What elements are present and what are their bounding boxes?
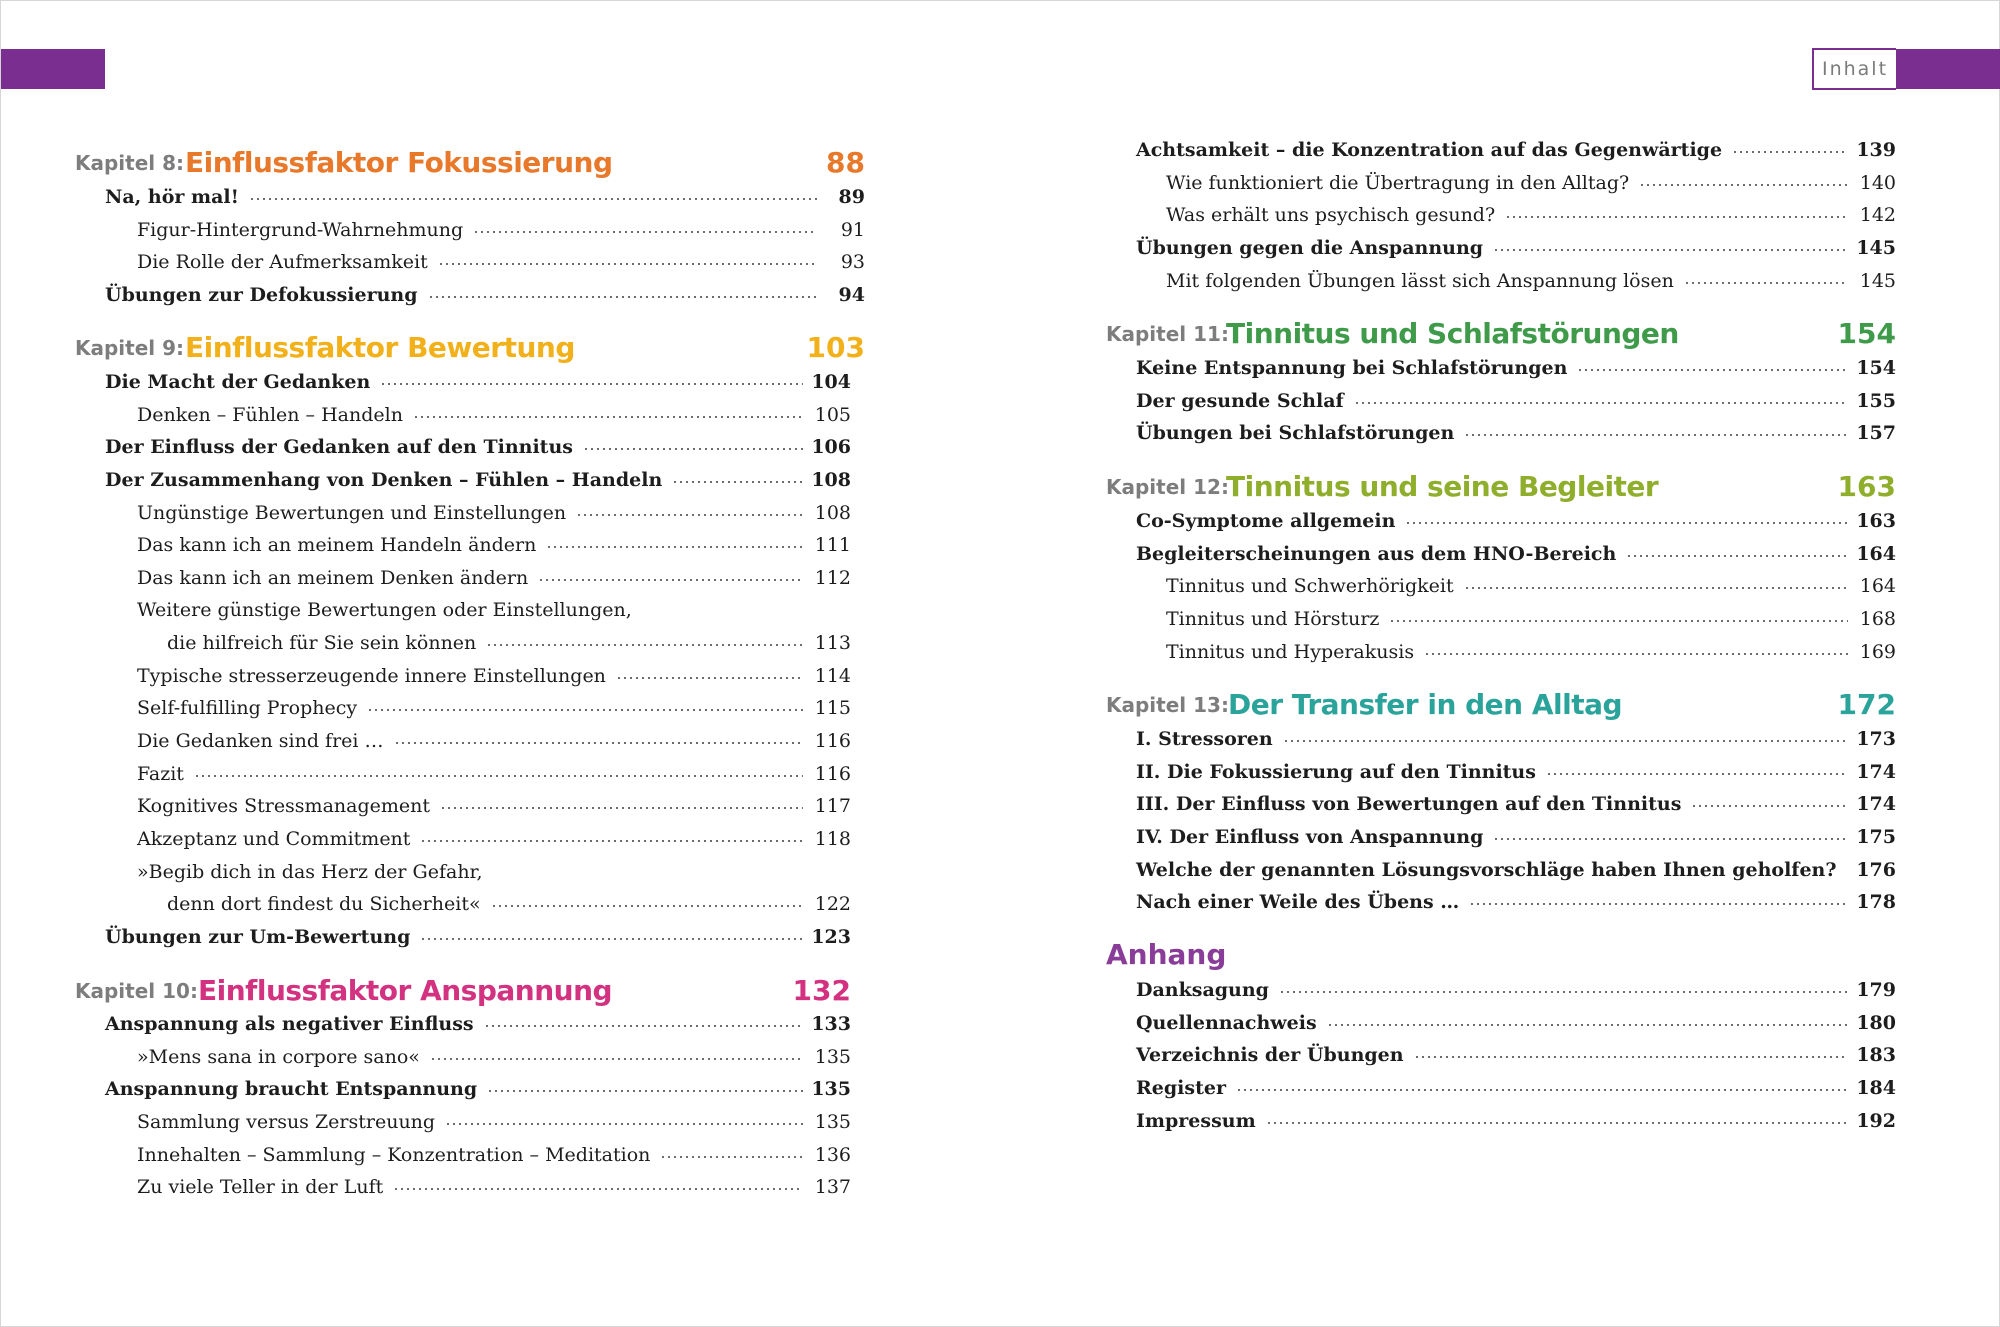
toc-entry[interactable]: Denken – Fühlen – Handeln 105 [137,404,851,426]
toc-entry[interactable]: Tinnitus und Schwerhörigkeit 164 [1166,575,1896,597]
toc-entry[interactable]: Weitere günstige Bewertungen oder Einstellungen, [137,599,632,621]
toc-entry[interactable]: Co-Symptome allgemein 163 [1136,510,1896,532]
chapter-label: Kapitel 8: [75,151,185,175]
chapter-title: Einflussfaktor Fokussierung [185,146,613,179]
toc-entry[interactable]: Achtsamkeit – die Konzentration auf das Gegenwärtige 139 [1136,139,1896,161]
chapter-heading-9[interactable] [75,320,865,366]
toc-entry[interactable]: Übungen zur Defokussierung 94 [105,284,865,306]
toc-entry[interactable]: Übungen bei Schlafstörungen 157 [1136,422,1896,444]
toc-entry[interactable]: denn dort findest du Sicherheit« 122 [167,893,851,915]
chapter-heading-13[interactable] [1106,677,1896,723]
toc-entry[interactable]: Nach einer Weile des Übens … 178 [1136,891,1896,913]
toc-entry[interactable]: II. Die Fokussierung auf den Tinnitus 174 [1136,761,1896,783]
right-page-color-bar [1896,49,2000,89]
toc-entry[interactable]: Impressum 192 [1136,1110,1896,1132]
chapter-title: Einflussfaktor Bewertung [185,331,575,364]
toc-entry[interactable]: die hilfreich für Sie sein können 113 [167,632,851,654]
toc-entry[interactable]: Typische stresserzeugende innere Einstellungen 114 [137,665,851,687]
chapter-title: Tinnitus und Schlafstörungen [1226,317,1679,350]
toc-entry[interactable]: Begleiterscheinungen aus dem HNO-Bereich 164 [1136,543,1896,565]
toc-entry[interactable]: Kognitives Stressmanagement 117 [137,795,851,817]
toc-entry[interactable]: Anspannung als negativer Einfluss 133 [105,1013,851,1035]
toc-entry[interactable]: Register 184 [1136,1077,1896,1099]
appendix-heading[interactable] [1106,927,1896,973]
toc-entry[interactable]: Welche der genannten Lösungsvorschläge haben Ihnen geholfen? 176 [1136,859,1896,881]
toc-entry[interactable]: Mit folgenden Übungen lässt sich Anspannung lösen 145 [1166,270,1896,292]
toc-entry[interactable]: »Mens sana in corpore sano« 135 [137,1046,851,1068]
chapter-page: 103 [806,331,865,364]
toc-entry[interactable]: Verzeichnis der Übungen 183 [1136,1044,1896,1066]
toc-entry[interactable]: Fazit 116 [137,763,851,785]
toc-entry[interactable]: Übungen gegen die Anspannung 145 [1136,237,1896,259]
toc-entry[interactable]: Tinnitus und Hyperakusis 169 [1166,641,1896,663]
chapter-label: Kapitel 9: [75,336,185,360]
chapter-title: Der Transfer in den Alltag [1228,688,1623,721]
toc-entry[interactable]: Das kann ich an meinem Denken ändern 112 [137,567,851,589]
chapter-page: 154 [1837,317,1896,350]
toc-entry[interactable]: Quellennachweis 180 [1136,1012,1896,1034]
toc-entry[interactable]: Na, hör mal! 89 [105,186,865,208]
toc-entry[interactable]: Was erhält uns psychisch gesund? 142 [1166,204,1896,226]
chapter-title: Einflussfaktor Anspannung [198,974,613,1007]
chapter-heading-12[interactable] [1106,459,1896,505]
chapter-page: 132 [792,974,851,1007]
left-page-color-bar [1,49,105,89]
toc-entry[interactable]: Die Rolle der Aufmerksamkeit 93 [137,251,865,273]
appendix-title: Anhang [1106,938,1227,971]
toc-entry[interactable]: Der gesunde Schlaf 155 [1136,390,1896,412]
chapter-label: Kapitel 12: [1106,475,1229,499]
toc-entry[interactable]: Übungen zur Um-Bewertung 123 [105,926,851,948]
chapter-heading-8[interactable] [75,135,865,181]
toc-entry[interactable]: Die Macht der Gedanken 104 [105,371,851,393]
toc-entry[interactable]: Figur-Hintergrund-Wahrnehmung 91 [137,219,865,241]
toc-entry[interactable]: Self-fulfilling Prophecy 115 [137,697,851,719]
toc-entry[interactable]: Zu viele Teller in der Luft 137 [137,1176,851,1198]
toc-entry[interactable]: Keine Entspannung bei Schlafstörungen 154 [1136,357,1896,379]
toc-entry[interactable]: Danksagung 179 [1136,979,1896,1001]
toc-entry[interactable]: I. Stressoren 173 [1136,728,1896,750]
chapter-page: 163 [1837,470,1896,503]
toc-entry[interactable]: IV. Der Einfluss von Anspannung 175 [1136,826,1896,848]
chapter-page: 172 [1837,688,1896,721]
chapter-title: Tinnitus und seine Begleiter [1226,470,1659,503]
chapter-label: Kapitel 11: [1106,322,1229,346]
toc-entry[interactable]: Innehalten – Sammlung – Konzentration – Meditation 136 [137,1144,851,1166]
toc-entry[interactable]: Sammlung versus Zerstreuung 135 [137,1111,851,1133]
toc-entry[interactable]: III. Der Einfluss von Bewertungen auf den Tinnitus 174 [1136,793,1896,815]
chapter-heading-11[interactable] [1106,306,1896,352]
toc-entry[interactable]: Akzeptanz und Commitment 118 [137,828,851,850]
toc-entry[interactable]: Tinnitus und Hörsturz 168 [1166,608,1896,630]
toc-entry[interactable]: »Begib dich in das Herz der Gefahr, [137,861,483,883]
toc-entry[interactable]: Der Zusammenhang von Denken – Fühlen – Handeln 108 [105,469,851,491]
toc-entry[interactable]: Ungünstige Bewertungen und Einstellungen 108 [137,502,851,524]
chapter-page: 88 [826,146,865,179]
chapter-heading-10[interactable] [75,963,865,1009]
toc-entry[interactable]: Der Einfluss der Gedanken auf den Tinnitus 106 [105,436,851,458]
chapter-label: Kapitel 13: [1106,693,1229,717]
toc-entry[interactable]: Wie funktioniert die Übertragung in den Alltag? 140 [1166,172,1896,194]
chapter-label: Kapitel 10: [75,979,198,1003]
toc-entry[interactable]: Anspannung braucht Entspannung 135 [105,1078,851,1100]
toc-entry[interactable]: Die Gedanken sind frei … 116 [137,730,851,752]
toc-entry[interactable]: Das kann ich an meinem Handeln ändern 111 [137,534,851,556]
running-header-tab: Inhalt [1812,48,1896,90]
